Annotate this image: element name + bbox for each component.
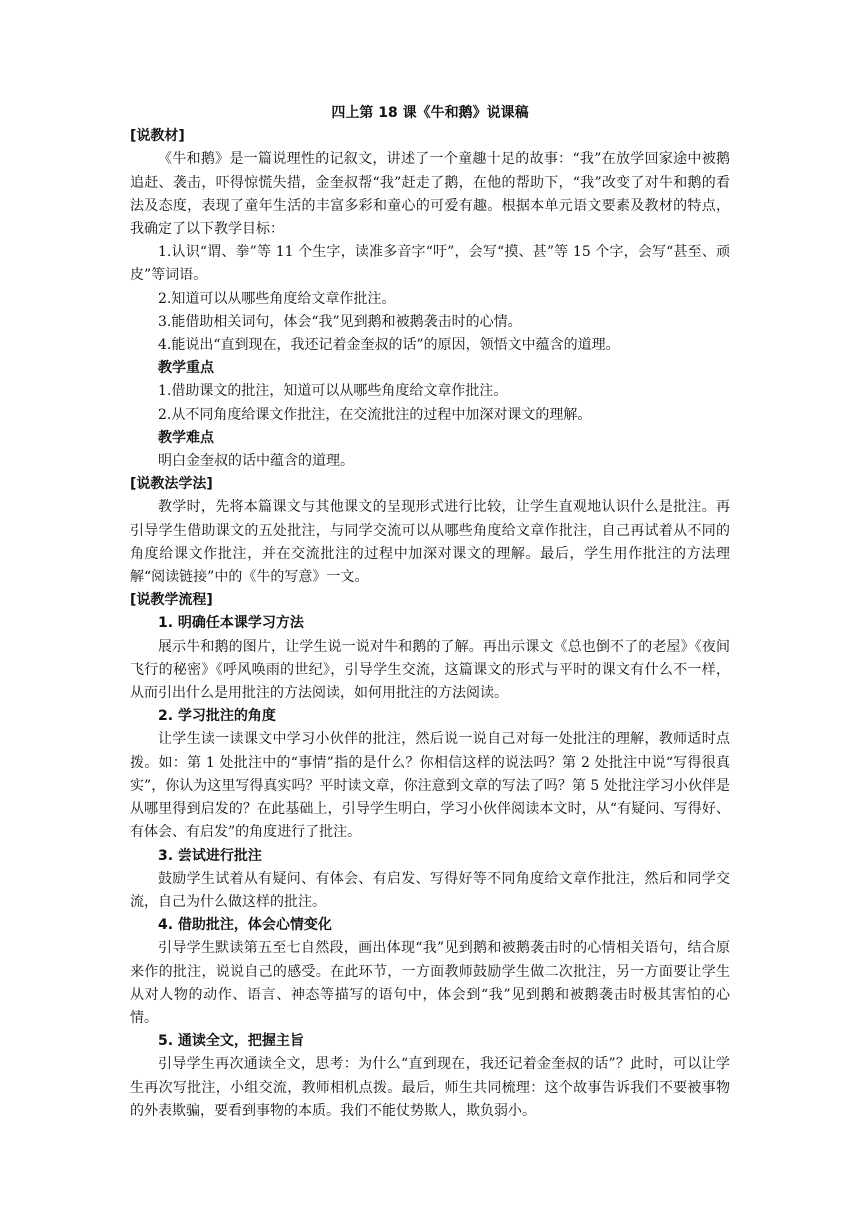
step-title: 3. 尝试进行批注 xyxy=(158,847,262,864)
goal-item: 2.知道可以从哪些角度给文章作批注。 xyxy=(158,290,396,307)
goal-item: 4.能说出“直到现在，我还记着金奎叔的话”的原因，领悟文中蕴含的道理。 xyxy=(158,337,620,354)
step-title: 5. 通读全文，把握主旨 xyxy=(158,1033,304,1050)
step-text: 展示牛和鹅的图片，让学生说一说对牛和鹅的了解。再出示课文《总也倒不了的老屋》《夜间飞行的秘密》《呼风唤雨的世纪》，引导学生交流，这篇课文的形式与平时的课文有什么不一样，从而引出什么是用批注的方法阅读，如何用批注的方法阅读。 xyxy=(130,638,730,702)
textbook-intro: 《牛和鹅》是一篇说理性的记叙文，讲述了一个童趣十足的故事：“我”在放学回家途中被鹅追赶、袭击，吓得惊慌失措，金奎叔帮“我”赶走了鹅，在他的帮助下，“我”改变了对牛和鹅的看法及态度，表现了童年生活的丰富多彩和童心的可爱有趣。根据本单元语文要素及教材的特点，我确定了以下教学目标： xyxy=(130,151,730,238)
document-title: 四上第 18 课《牛和鹅》说课稿 xyxy=(331,105,529,121)
goal-item: 1.认识“谓、拳”等 11 个生字，读准多音字“吁”，会写“摸、甚”等 15 个字，会写“甚至、顽皮”等词语。 xyxy=(130,244,730,284)
step-text: 让学生读一读课文中学习小伙伴的批注，然后说一说自己对每一处批注的理解，教师适时点拨。如：第 1 处批注中的“事情”指的是什么？你相信这样的说法吗？第 2 处批注中说“写得很真实”，你认为这里写得真实吗？平时读文章，你注意到文章的写法了吗？第 5 处批注学习小伙伴是从哪里得到启发的？在此基础上，引导学生明白，学习小伙伴阅读本文时，从“有疑问、写得好、有体会、有启发”的角度进行了批注。 xyxy=(130,731,730,841)
key-points-heading: 教学重点 xyxy=(158,360,214,377)
step-title: 2. 学习批注的角度 xyxy=(158,708,276,725)
section-heading-textbook: [说教材] xyxy=(130,128,185,145)
step-title: 1. 明确任本课学习方法 xyxy=(158,615,304,632)
key-point-item: 1.借助课文的批注，知道可以从哪些角度给文章作批注。 xyxy=(158,383,508,400)
step-text: 引导学生再次通读全文，思考：为什么“直到现在，我还记着金奎叔的话”？此时，可以让学生再次写批注，小组交流，教师相机点拨。最后，师生共同梳理：这个故事告诉我们不要被事物的外表欺骗，要看到事物的本质。我们不能仗势欺人，欺负弱小。 xyxy=(130,1056,730,1119)
difficulty-heading: 教学难点 xyxy=(158,429,214,446)
key-point-item: 2.从不同角度给课文作批注，在交流批注的过程中加深对课文的理解。 xyxy=(158,406,592,423)
goal-item: 3.能借助相关词句，体会“我”见到鹅和被鹅袭击时的心情。 xyxy=(158,313,522,330)
step-text: 鼓励学生试着从有疑问、有体会、有启发、写得好等不同角度给文章作批注，然后和同学交流，自己为什么做这样的批注。 xyxy=(130,870,730,910)
section-heading-process: [说教学流程] xyxy=(130,592,213,609)
methods-text: 教学时，先将本篇课文与其他课文的呈现形式进行比较，让学生直观地认识什么是批注。再引导学生借助课文的五处批注，与同学交流可以从哪些角度给文章作批注，自己再试着从不同的角度给课文作批注，并在交流批注的过程中加深对课文的理解。最后，学生用作批注的方法理解“阅读链接”中的《牛的写意》一文。 xyxy=(130,499,730,586)
step-text: 引导学生默读第五至七自然段，画出体现“我”见到鹅和被鹅袭击时的心情相关语句，结合原来作的批注，说说自己的感受。在此环节，一方面教师鼓励学生做二次批注，另一方面要让学生从对人物的动作、语言、神态等描写的语句中，体会到“我”见到鹅和被鹅袭击时极其害怕的心情。 xyxy=(130,940,730,1026)
section-heading-methods: [说教法学法] xyxy=(130,476,213,493)
step-title: 4. 借助批注，体会心情变化 xyxy=(158,917,332,934)
difficulty-text: 明白金奎叔的话中蕴含的道理。 xyxy=(158,453,354,470)
document-page xyxy=(130,102,730,1123)
